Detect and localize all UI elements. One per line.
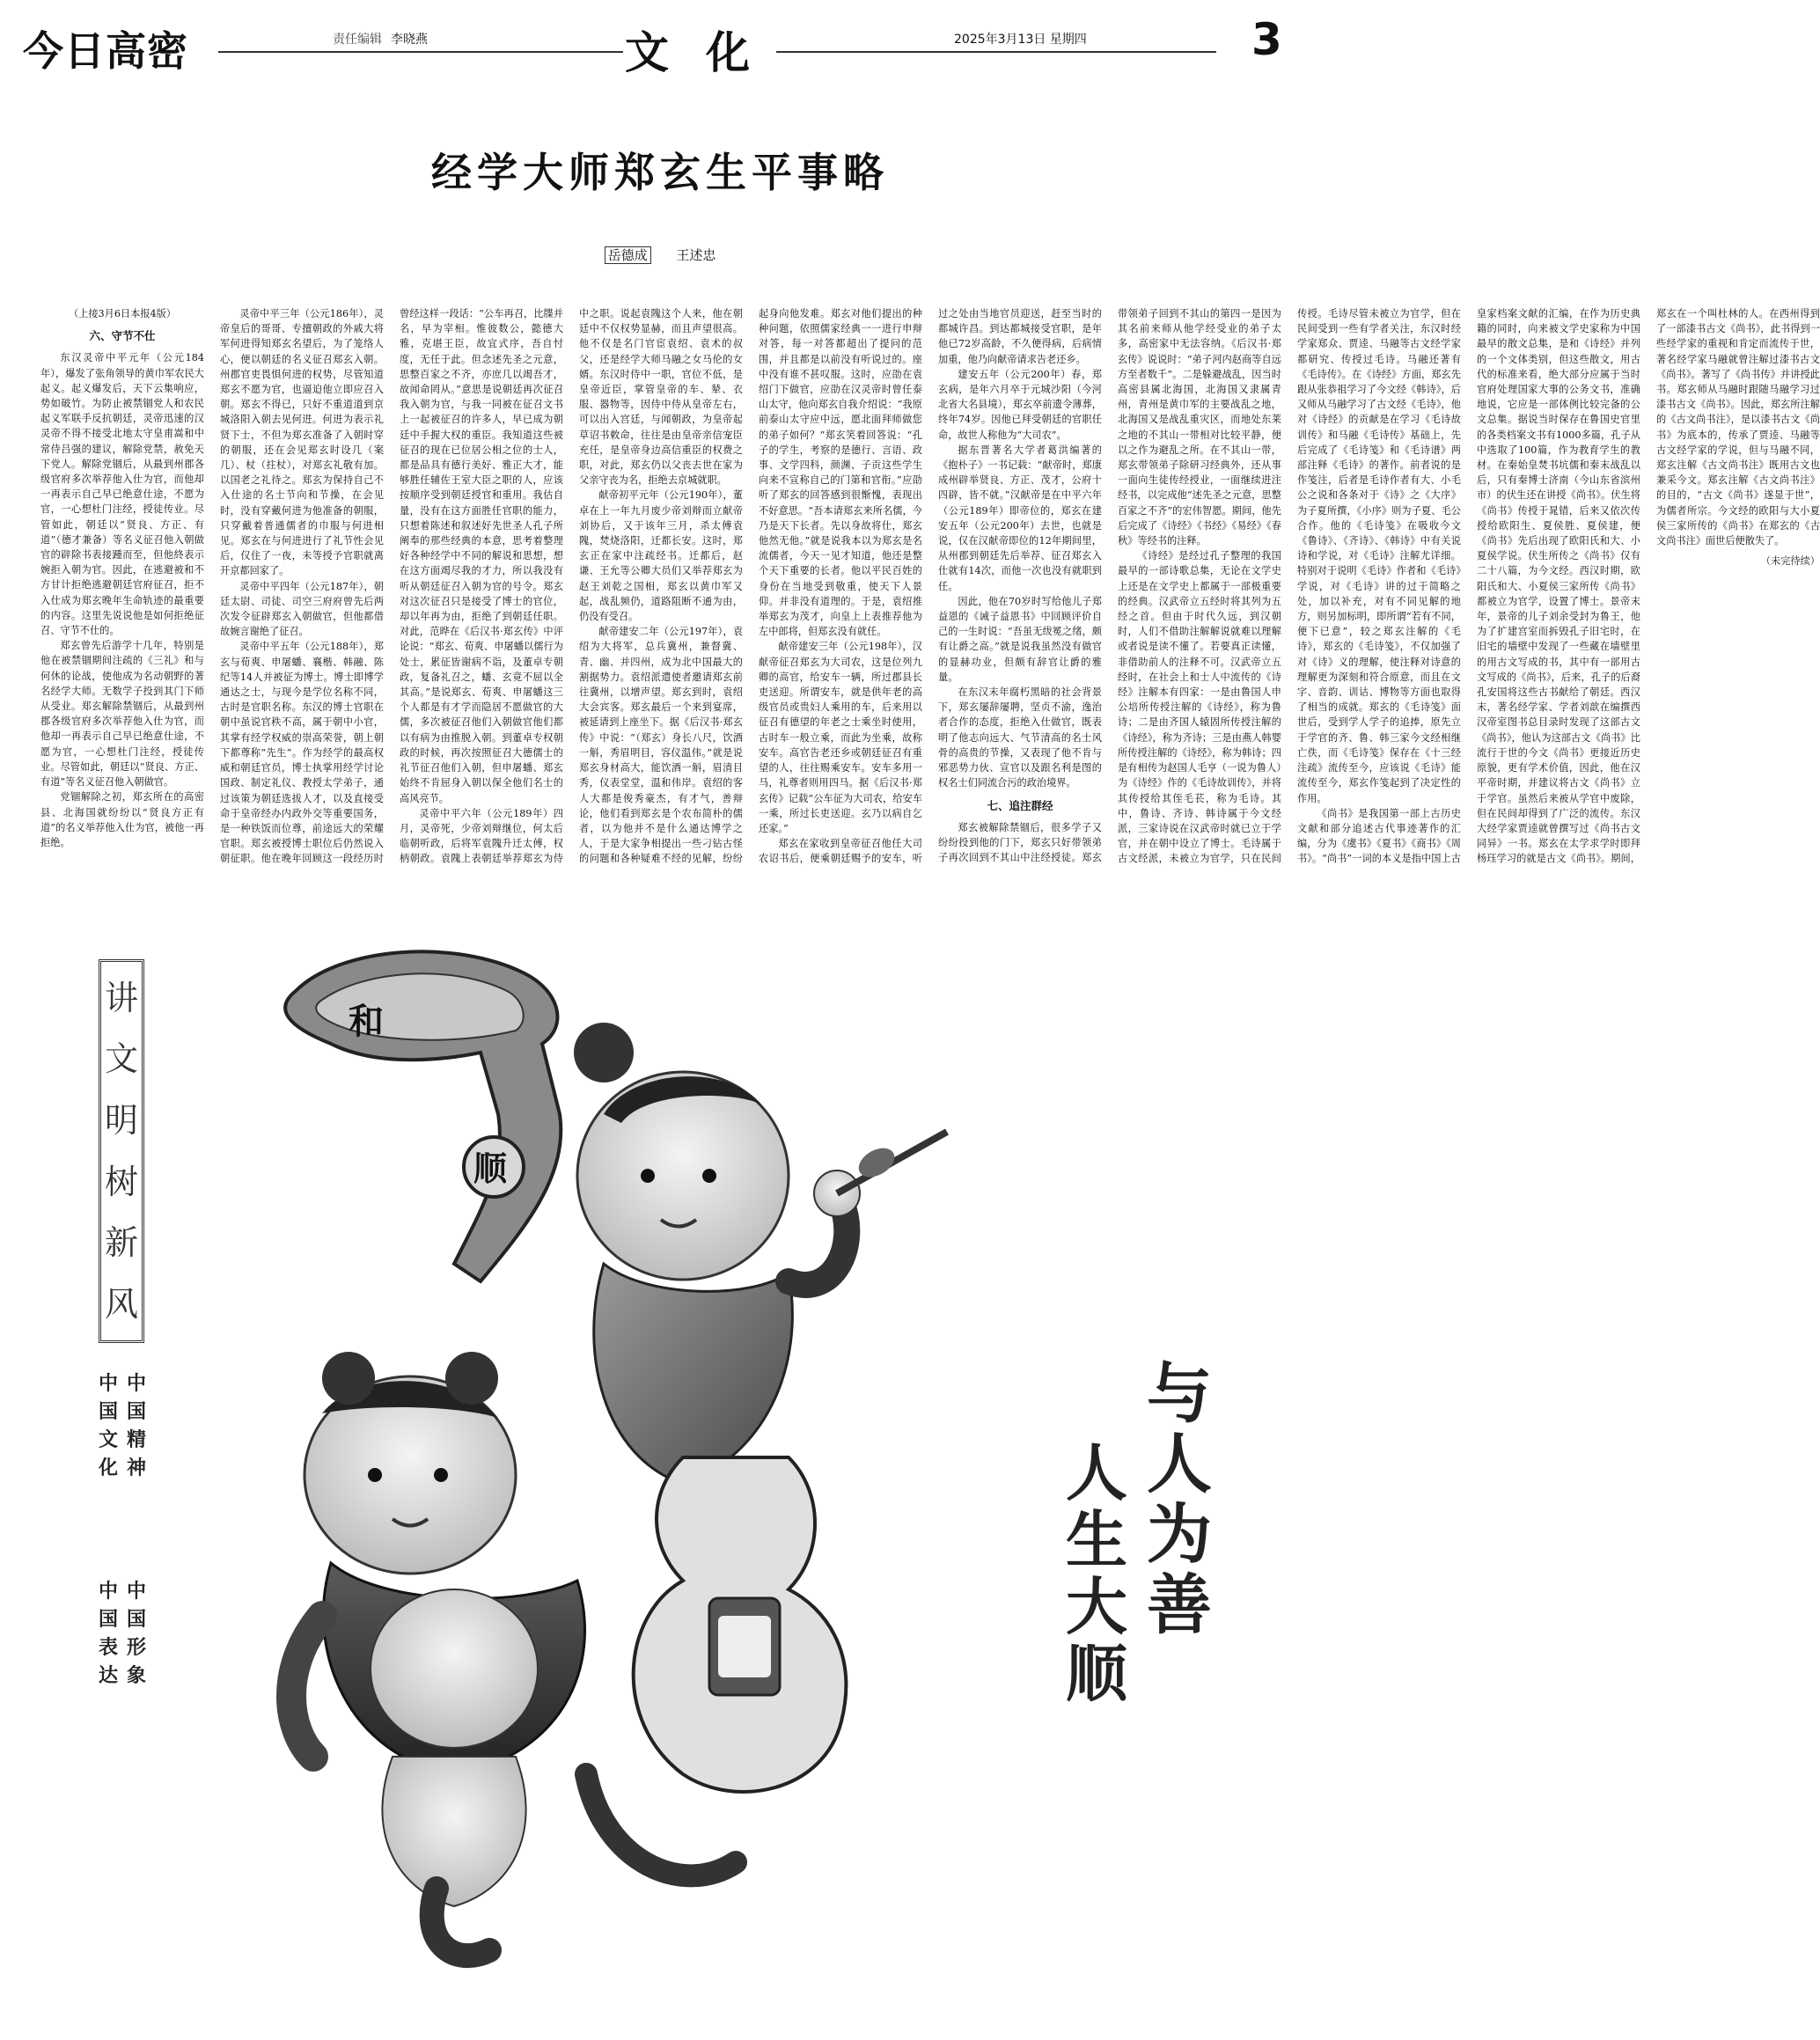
- article-paragraph: 灵帝中平五年（公元188年），郑玄与荀爽、申屠蟠、襄楷、韩融、陈纪等14人并被征为博士。博士即博学通达之士，与现今是学位名称不同，古时是官职名称。东汉的博士官职在朝中虽说官秩不高，属于朝中小官，其掌有经学权威的崇高荣誉，朝上朝下都尊称“先生”。作为经学的最高权威和朝廷官员，博士执掌用经学讨论国政、制定礼仪、教授太学弟子，通过该策为朝廷选拔人才，以及直接受命于皇帝经办内政外交等重要国务，是一种铁饭而位尊，前途远大的荣耀官职。郑玄被授博士职位后仍然说入朝征职。他在晚年回顾这一段经历时曾经这样一段话：“公车再召，比牒并名，早为宰相。惟彼数公，懿德大雅，克堪王臣，故宜式序，吾自忖度，无任于此。但念述先圣之元意，思整百家之不齐，亦庶几以竭吾才，故闻命罔从。”意思是说朝廷再次征召我入朝为官，与我一同被在征召文书上一起被征召的许多人，早已成为朝廷中手握大权的重臣。我知道这些被征召的现在已位居公相之位的士人，都是品具有德行美好、雅正大才，能够胜任辅佐王室大臣之职的人，应该按顺序受到朝廷授官和重用。我估自量，没有在这方面胜任官职的能力，只想着陈述和叙述好先世圣人孔子所阐奉的那些经典的本意，思考着整理好各种经学中不同的解说和思想，想在这方面竭尽我的才力，所以我没有听从朝廷征召入朝为官的号令。郑玄对这次征召只是接受了博士的官位，却以年再为由，拒绝了到朝廷任职。对此，范晔在《后汉书·郑玄传》中评论说：“郑玄、荀爽、申屠蟠以儒行为处士，累征皆谢病不诣，及董卓专朝政，复备礼召之，蟠、玄竟不屈以全其高。”是说郑玄、荀爽、申屠蟠这三个人都是有才学而隐居不愿做官的大儒，多次被征召他们入朝做官他们都以有病为由推脱入朝。到董卓专权朝政的时候，再次按照征召大德儒士的礼节征召他们入朝，但申屠蟠、郑玄始终不肯屈身入朝以保全他们名士的高风亮节。: [220, 308, 563, 865]
- vertical-char: 顺: [1066, 1637, 1127, 1710]
- article-paragraph: 《诗经》是经过孔子整理的我国最早的一部诗歌总集，无论在文学史上还是在文学史上都属于一部极重要的经典。汉武帝立五经时将其列为五经之首。但由于时代久远，到汉朝时，人们不借助注解解说就难以理解或者说是读不懂了。若要真正读懂，非借助前人的注释不可。汉武帝立五经时，在社会上和士人中流传的《诗经》注解本有四家：一是由鲁国人申公培所传授注解的《诗经》，称为鲁诗；二是由齐国人辕固所传授注解的《诗经》，称为齐诗；三是由燕人韩婴所传授注解的《诗经》，称为韩诗；四是有相传为赵国人毛亨（一说为鲁人）为《诗经》作的《毛诗故训传》，并将其传授给其侄毛苌，称为毛诗。其中，鲁诗、齐诗、韩诗属于今文经派，三家诗说在汉武帝时就已立于学官，并在朝中设立了博士。毛诗属于古文经派，未被立为官学，只在民间传授。毛诗尽管未被立为官学，但在民间受到一些有学者关注，东汉时经学家郑众、贾逵、马融等古文经学家都研究、传授过毛诗。马融还著有《毛诗传》。在《诗经》方面，郑玄先跟从张恭祖学习了今文经《韩诗》，后又师从马融学习了古文经《毛诗》，他对《诗经》的贡献是在学习《毛诗故训传》和马融《毛诗传》基础上，先后完成了《毛诗笺》和《毛诗谱》两部注释《毛诗》的著作。前者说的是作笺注，后者是毛诗作者有大、小毛公之说和各条对于《诗》之《大序》为子夏所撰，《小序》则为子夏、毛公合作。他的《毛诗笺》在吸收今文《鲁诗》、《齐诗》、《韩诗》中有关说诗和学说，对《毛诗》注解尤详细。特别对于说明《毛诗》作者和《毛诗》学说，对《毛诗》讲的过于简略之处，加以补充，对有不同见解的地方，则另加标明，即所谓“若有不同，便下已意”，较之郑玄注解的《毛诗》，郑玄的《毛诗笺》，不仅加强了对《诗》义的理解，使注释对诗意的理解更为深刻和符合原意，而且在文字、音韵、训诂、博物等方面也取得了相当的成就。郑玄的《毛诗笺》面世后，受到学人学子的追捧，原先立于学官的齐、鲁、韩三家今文经相继亡佚，而《毛诗笺》保存在《十三经注疏》流传至今，应该说《毛诗》能流传至今，郑玄作笺起到了决定性的作用。: [1118, 308, 1461, 865]
- motto-smooth-life: [1061, 1436, 1132, 1710]
- vertical-char: 象: [126, 1664, 146, 1687]
- author-1: 岳德成: [605, 246, 651, 264]
- vertical-char: 中: [126, 1372, 146, 1395]
- ruyi-sceptre: [285, 951, 561, 1281]
- motto-kindness: [1144, 1356, 1215, 1643]
- article-paragraph: 献帝建安三年（公元198年），汉献帝征召郑玄为大司农，这是位列九卿的高官，给安车一辆，所过郡县长吏送迎。所谓安车，就是供年老的高级官员或贵妇人乘用的车，后来用以征召有德望的年老之士乘坐时使用，古时车一般立乘，而此为坐乘，故称安车。高官告老还乡或朝廷征召有重望的人，往往赐乘安车。安车多用一马，礼尊者则用四马。据《后汉书·郑玄传》记载“公车征为大司农，给安车一乘，所过长吏送迎。玄乃以病自乞还家。”: [759, 641, 922, 834]
- vertical-char: 与: [1147, 1356, 1212, 1432]
- article-paragraph: 灵帝中平四年（公元187年），朝廷太尉、司徒、司空三府府曾先后两次发令征辟郑玄入朝做官，但他都借故婉言谢绝了征召。: [220, 580, 384, 638]
- editor-label: 责任编辑: [333, 33, 382, 47]
- section-name: 文化: [625, 26, 787, 78]
- children-illustration: [190, 912, 982, 2012]
- section-6-paragraphs: [40, 306, 1102, 880]
- article-body: [40, 306, 1820, 880]
- editor-credit: [326, 30, 435, 48]
- editor-name: 李晓燕: [391, 33, 428, 47]
- promo-title-char: 风: [104, 1285, 138, 1325]
- article-title: 经学大师郑玄生平事略: [431, 149, 889, 196]
- vertical-char: 国: [98, 1400, 118, 1423]
- masthead: [18, 14, 1303, 78]
- vertical-char: 善: [1147, 1567, 1212, 1643]
- vertical-char: 人: [1066, 1436, 1127, 1509]
- vertical-char: 化: [98, 1457, 118, 1479]
- byline: [0, 246, 1320, 264]
- slogan-china-image: [123, 1577, 150, 1690]
- author-2: 王述忠: [676, 247, 716, 263]
- article-paragraph: 献帝初平元年（公元190年），董卓在上一年九月废少帝刘辩而立献帝刘协后，又于该年三月，杀太傅袁隗，焚烧洛阳，迁都长安。这时，郑玄正在家中注疏经书。迁都后，赵谦、王允等公卿大员们又举荐郑玄为赵王刘乾之国相，郑玄以黄巾军又起，战乱频仍，道路阻断不通为由，仍没有受召。: [579, 489, 743, 623]
- article-paragraph: 因此，他在70岁时写给他儿子郑益恩的《诫子益恩书》中回顾评价自己的一生时说：“吾虽无绂冕之绪，颇有让爵之高。”就是说我虽然没有做官的显赫功业，但颇有辞官让爵的雅量。: [938, 595, 1102, 683]
- vertical-char: 中: [98, 1372, 118, 1395]
- vertical-char: 中: [98, 1580, 118, 1603]
- promo-title-char: 新: [104, 1223, 138, 1263]
- vertical-char: 大: [1066, 1570, 1127, 1643]
- masthead-rule-right: [776, 51, 1216, 53]
- vertical-char: 国: [98, 1608, 118, 1631]
- promo-title-box: [99, 959, 144, 1343]
- continued-note: （上接3月6日本报4版）: [68, 308, 177, 319]
- vertical-char: 神: [126, 1457, 146, 1479]
- paper-name: 今日高密: [23, 27, 188, 75]
- issue-date: 2025年3月13日 星期四: [949, 30, 1092, 48]
- vertical-char: 中: [126, 1580, 146, 1603]
- masthead-rule-left: [218, 51, 623, 53]
- vertical-char: 为: [1147, 1497, 1212, 1573]
- vertical-char: 人: [1147, 1427, 1212, 1502]
- to-be-continued: （未完待续）: [1760, 555, 1820, 568]
- vertical-char: 形: [126, 1636, 146, 1659]
- promo-title-char: 明: [104, 1101, 138, 1141]
- upper-child: [574, 1023, 947, 1484]
- slogan-china-spirit: [123, 1369, 150, 1482]
- promo-slogans: [95, 1369, 151, 1774]
- article-paragraph: 《尚书》是我国第一部上古历史文献和部分追述古代事迹著作的汇编，分为《虞书》《夏书》《商书》《周书》。“尚书”一词的本义是指中国上古皇家档案文献的汇编，在作为历史典籍的同时，向来被文学史家称为中国最早的散文总集，是和《诗经》并列的一个文体类别，但这些散文，用古代的标准来看，绝大部分应属于当时官府处理国家大事的公务文书，准确地说，它应是一部体例比较完备的公文总集。据说当时保存在鲁国史官里的各类档案文书有1000多篇，孔子从中选取了100篇，作为教育学生的教材。在秦始皇焚书坑儒和秦末战乱以后，只有秦博士济南（今山东省滨州市）的伏生还在讲授《尚书》。伏生将《尚书》传授于晁错，后来又依次传授给欧阳生、夏侯胜、夏侯建，便《尚书》先后出现了欧阳氏和大、小夏侯学说。伏生所传之《尚书》仅有二十八篇，为今文经。西汉时期，欧阳氏和大、小夏侯三家所传《尚书》都被立为官学，设置了博士。景帝末年，景帝的儿子刘余受封为鲁王，他为了扩建宫室而拆毁孔子旧宅时，在旧宅的墙壁中发现了一些藏在墙壁里的用古文写成的书，其中有一部用古文写成的《尚书》，后来，孔子的后裔孔安国将这些古书献给了朝廷。西汉末，著名经学家、学者刘歆在编撰西汉帝室图书总目录时发现了这部古文《尚书》，他认为这部古文《尚书》比流行于世的今文《尚书》更接近历史原貌，更有学术价值，因此，他在汉平帝时期，并建议将古文《尚书》立于学官。虽然后来被从学官中废除，但在民间却得到了广泛的流传。东汉大经学家贾逵就曾撰写过《尚书古文同异》一书。郑玄在太学求学时即拜杨珏学习的就是古文《尚书》。期间，郑玄在一个叫杜林的人。在西州得到了一部漆书古文《尚书》，此书得到一些经学家的重视和肯定而流传于世，著名经学家马融就曾注解过漆书古文《尚书》。著写了《尚书传》并讲授此书。郑玄师从马融时跟随马融学习过漆书古文《尚书》。因此，郑玄所注解的《古文尚书注》，是以漆书古文《尚书》为底本的，传承了贾逵、马融等古文经学家的学说，但与马融不同，郑玄注解《古文尚书注》既用古文也兼采今文。郑玄注解《古文尚书注》的目的，“古文《尚书》遂显于世”，为儒者所宗。今文经的欧阳与大小夏侯三家所传的《尚书》在郑玄的《古文尚书注》面世后便散失了。: [1297, 308, 1820, 865]
- article-paragraph: 郑玄曾先后游学十几年，特别是他在被禁锢期间注疏的《三礼》和与何休的论战，使他成为名动朝野的著名经学大师。无数学子投到其门下师从受业。郑玄解除禁锢后，从最到州郡各级官府多次举荐他入仕为官，而他却一再表示自己早已绝意仕途，不愿为官，一心想杜门注经，授徒传业。尽管如此，朝廷以“贤良、方正、有道”等名义征召他入朝做官。: [40, 640, 204, 789]
- gourd-bottle: [586, 1457, 846, 1875]
- vertical-char: 达: [98, 1664, 118, 1687]
- vertical-char: 生: [1066, 1503, 1127, 1576]
- article-paragraph: 郑玄在家收到皇帝征召他任大司农诏书后，便乘朝廷赐予的安车，听过之处由当地官员迎送，赶至当时的都城许昌。到达都城接受官职，是年他已72岁高龄，不久便得病，后病情加重，他乃向献帝请求告老还乡。: [759, 308, 1102, 865]
- article-paragraph: 建安五年（公元200年）春，郑玄病，是年六月卒于元城沙阳（今河北省大名县境），郑玄卒前遗令薄葬，终年74岁。因他已拜受朝廷的官职任命，故世人称他为“大司农”。: [938, 368, 1102, 441]
- vertical-char: 文: [98, 1428, 118, 1451]
- section-heading-6: 六、守节不仕: [89, 329, 156, 343]
- article-paragraph: 在东汉末年腐朽黑暗的社会背景下，郑玄屡辞屡聘，坚贞不渝，逸治者合作的态度，拒绝入仕做官，既表明了他志向远大、气节清高的名士风骨的高贵的节操，又表现了他不肯与邪恶势力伙、宣官以及跟名利是图的权名士们同流合污的政治境界。: [938, 686, 1102, 789]
- promo-title-char: 树: [104, 1162, 138, 1201]
- promo-title-char: 讲: [104, 978, 138, 1017]
- vertical-char: 表: [98, 1636, 118, 1659]
- article-paragraph: 献帝建安二年（公元197年），袁绍为大将军，总兵冀州，兼督冀、青、幽、并四州，成为北中国最大的割据势力。袁绍派遣使者邀请郑玄前往冀州，以增声望。郑玄到时，袁绍大会宾客。郑玄最后一个来到宴席，被延请到上座坐下。据《后汉书·郑玄传》中说：“（郑玄）身长八尺，饮酒一斛，秀眉明目，容仪温伟。”就是说郑玄身材高大，能饮酒一斛，眉清目秀，仪表堂堂，温和伟岸。袁绍的客人大都是俊秀豪杰，有才气，善辩论，他们看到郑玄是个农布简朴的儒者，以为他并不是什么通达博学之人，于是大家争相提出一些刁钻古怪的问题和各种疑难不经的见解，纷纷起身向他发难。郑玄对他们提出的种种问题，依照儒家经典一一进行申辩对答，每一对答都超出了提问的范围，并且都是以前没有听说过的。座中没有谁不甚叹服。这时，应劭在袁绍门下做官，应劭在汉灵帝时曾任泰山太守，他向郑玄自我介绍说：“我原前泰山太守应中远，愿北面拜师做您的弟子如何？”郑玄笑着回答说：“孔子的学生，考察的是德行、言语、政事、文学四科，颜渊、子贡这些学生向来不宣称自己的门第和官衔。”应劭听了郑玄的回答感到很惭愧，表现出不好意思。“吾本请郑玄来所名儒，今乃是天下长者。先以身故将仕，郑玄他然无他。”就是说我本以为郑玄是名流儒者，今天一见才知道，他还是整个天下重要的长者。他以平民百姓的身份在当地受到敬重，使天下人景仰。并非没有道理的。于是，袁绍推举郑玄为茂才，向皇上上表推荐他为左中郎将，但郑玄没有就任。: [579, 308, 922, 865]
- civility-promo: [84, 912, 1264, 2012]
- article-paragraph: 郑玄被解除禁锢后，很多学子又纷纷投到他的门下，郑玄只好带领弟子再次回到不其山中注经授徒。郑玄带领弟子回到不其山的第四一是因为其名前来师从他学经受业的弟子太多，高密家中无法容纳。《后汉书·郑玄传》说说时：“弟子河内赵商等自远方至者数千”。二是躲避战乱，因当时高密县属北海国，北海国又隶属青州，青州是黄巾军的主要战乱之地，北海国又是战乱重灾区，而地处东莱之地的不其山一带相对比较平静，便以之作为避乱之所。在不其山一带，郑玄带领弟子除研习经典外，还从事一面向生徒传经授业，一面继续进注经书，以完成他“述先圣之元意，思整百家之不齐”的宏伟智愿。期间，他先后完成了《诗经》《书经》《易经》《春秋》等经书的注释。: [938, 308, 1281, 864]
- article-paragraph: 据东晋著名大学者葛洪编著的《抱朴子》一书记载：“献帝时，郑康成州辟举贤良、方正、茂才，公府十四辟，皆不就。”汉献帝是在中平六年（公元189年）即帝位的，郑玄在建安五年（公元200年）去世，也就是说，仅在汉献帝即位的12年期间里，从州郡到朝廷先后举荐、征召郑玄入仕就有14次，而他一次也没有就职到任。: [938, 444, 1102, 592]
- lower-child: [291, 1352, 585, 1956]
- vertical-char: 国: [126, 1608, 146, 1631]
- section-heading-7: 七、追注群经: [987, 798, 1053, 812]
- promo-title-char: 文: [104, 1039, 138, 1079]
- ruyi-medallion: 顺: [473, 1148, 508, 1188]
- vertical-char: 国: [126, 1400, 146, 1423]
- vertical-char: 精: [126, 1428, 146, 1451]
- slogan-china-culture: [95, 1369, 121, 1482]
- page-number: 3: [1251, 14, 1282, 65]
- article-paragraph: 东汉灵帝中平元年（公元184年），爆发了张角领导的黄巾军农民大起义。起义爆发后，天下云集响应，势如破竹。为防止被禁锢党人和农民起义军联手反抗朝廷，灵帝迅速的汉灵帝不得不接受北地太守皇甫嵩和中常侍吕强的建议，解除党禁，赦免天下党人。解除党锢后，从最到州郡各级官府多次举荐他入仕为官，而他却一再表示自己早已绝意仕途，不愿为官，一心想杜门注经，授徒传业。尽管如此，朝廷以“贤良、方正、有道”（德才兼备）等名义征召他入朝做官的辟除书表接踵而至，但他終表示婉拒入朝为官。因此，在逃避被和不方甘计拒绝逃避朝廷官府征召，拒不入仕成为郑玄晚年生命轨迹的最重要的内容。这里先说说他是如何拒绝征召、守节不仕的。: [40, 352, 204, 637]
- article-paragraph: 灵帝中平三年（公元186年），灵帝皇后的哥哥、专擅朝政的外戚大将军何进得知郑玄名望后，为了笼络人心，便以朝廷的名义征召郑玄入朝。州郡官吏畏惧何进的权势，尽管知道郑玄不愿为官，也逼迫他立即应召入朝。郑玄不得已，只好不重道道到京城洛阳入朝去见何进。何进为表示礼贤下士，不但为郑玄准备了入朝时穿的朝服，还在会见郑玄时设几（案几）、杖（拄杖），对郑玄礼敬有加。以国老之礼待之。郑玄为保持自己不入仕途的名士节向和节操，在会见时，没有穿戴何进为他准备的朝服，只穿戴着普通儒者的巾服与何进相见。郑玄在与何进进行了礼节性会见后，仅住了一夜，未等授予官职就离开京都回家了。: [220, 308, 384, 577]
- article-paragraph: 灵帝中平六年（公元189年）四月，灵帝死，少帝刘辩继位，何太后临朝听政，后将军袁隗升迁太傅，权柄朝政。袁隗上表朝廷举荐郑玄为侍中之职。说起袁隗这个人来，他在朝廷中不仅权势显赫，而且声望很高。他不仅是名门官宦袁绍、袁术的叔父，还是经学大师马融之女马伦的女婿。东汉时侍中一职，官位不低，是皇帝近臣，掌管皇帝的车、辇、衣服、器物等，因侍中侍从皇帝左右，可以出入宫廷，与闻朝政，为皇帝起草诏书敕命，往往是由皇帝亲信宠臣充任，是皇帝身边高信重臣的权费之职，对此，郑玄仍以父丧去世在家为父亲守丧为名，拒绝去京城就职。: [400, 308, 743, 865]
- ruyi-label: 和: [349, 1001, 384, 1042]
- slogan-china-expression: [95, 1577, 121, 1690]
- article-paragraph: 党锢解除之初，郑玄所在的高密县、北海国就纷纷以“贤良方正有道”的名义举荐他入仕为官，被他一再拒绝。: [40, 791, 204, 848]
